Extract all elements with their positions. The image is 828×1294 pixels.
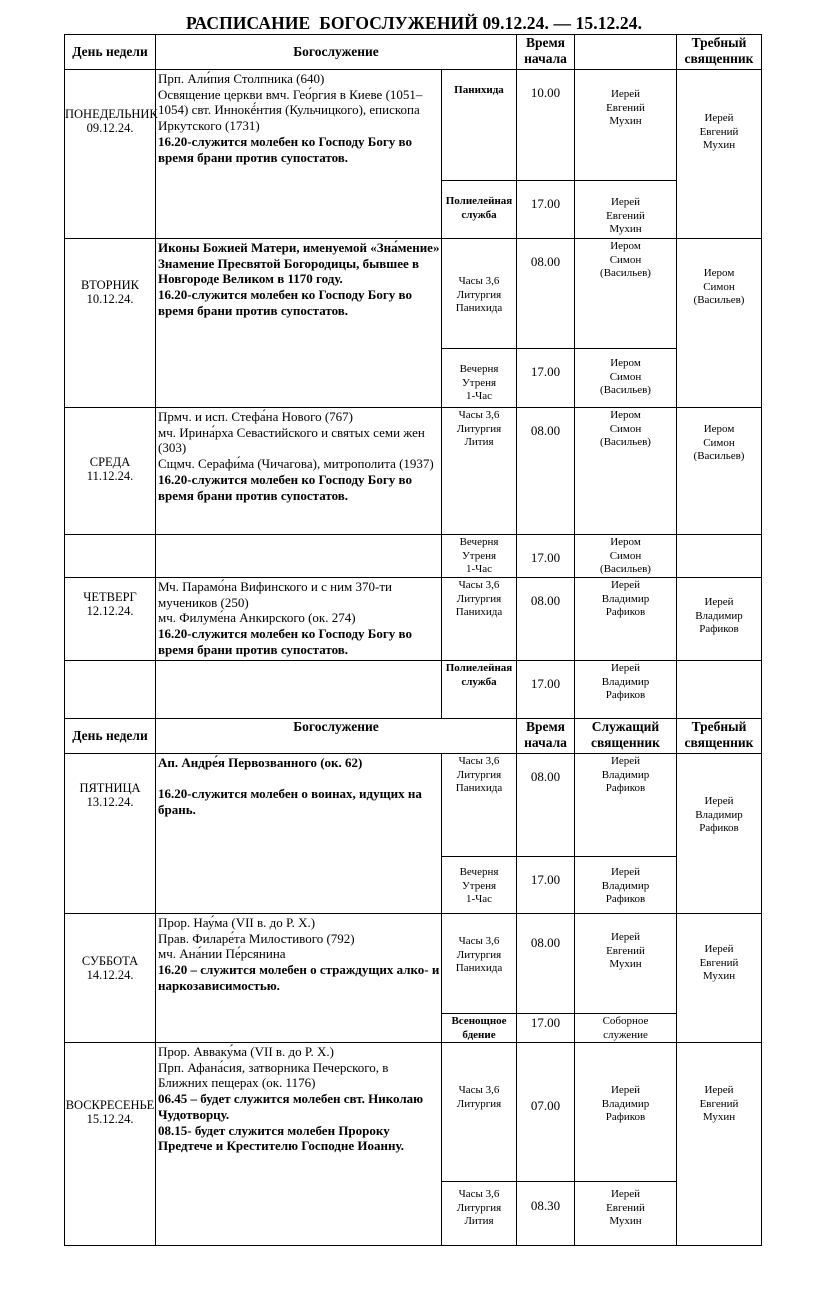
service-type-label: Часы 3,6 [458, 1084, 500, 1096]
feast-cell-sun [155, 1042, 442, 1246]
service-type-label: 1-Час [465, 563, 493, 575]
service-type-cell [441, 407, 517, 535]
feast-line: Прп. Афана́сия, затворника Печерского, в Ближних пещерах (ок. 1176) [158, 1059, 389, 1091]
required-priest-label: Иерей [704, 596, 734, 608]
service-type-label: Всенощное [451, 1015, 507, 1027]
service-time-cell [516, 660, 575, 719]
day-date: 10.12.24. [86, 292, 134, 306]
service-priest-label: Владимир [601, 675, 650, 688]
day-name: ПОНЕДЕЛЬНИК [65, 107, 158, 121]
service-priest-cell [574, 180, 677, 239]
header-service-cell [155, 718, 517, 754]
service-type-cell [441, 856, 517, 914]
header-day-cell [64, 34, 156, 70]
service-priest-cell [574, 856, 677, 914]
empty-cell [64, 534, 156, 578]
service-time: 08.30 [530, 1198, 561, 1213]
service-time-cell [516, 69, 575, 181]
service-time-cell [516, 180, 575, 239]
day-name: СРЕДА [89, 455, 131, 469]
day-name: ВОСКРЕСЕНЬЕ [65, 1098, 155, 1112]
service-time-cell [516, 348, 575, 408]
service-type-cell [441, 238, 517, 349]
required-priest-label: Мухин [702, 139, 736, 151]
service-time-cell [516, 577, 575, 661]
service-type-cell [441, 180, 517, 239]
service-time-cell [516, 753, 575, 857]
service-time-cell [516, 1181, 575, 1246]
required-priest-label: Евгений [699, 956, 739, 969]
service-priest-label: Симон [609, 253, 642, 266]
required-priest-label: Владимир [695, 808, 743, 821]
service-type-label: Полиелейная [445, 662, 513, 674]
service-type-label: Часы 3,6 [458, 1188, 500, 1200]
required-priest-label: Мухин [702, 970, 736, 982]
feast-bold-line: Иконы Божией Матери, именуемой «Зна́мение» [158, 240, 440, 255]
service-type-label: Утреня [461, 549, 497, 562]
service-priest-label: Симон [609, 370, 642, 383]
service-type-label: 1-Час [465, 390, 493, 402]
service-type-label: Панихида [455, 606, 503, 618]
service-priest-label: Иерей [610, 866, 641, 878]
day-cell-thu [64, 577, 156, 661]
feast-bold-line: 16.20-служится молебен о воинах, идущих на брань. [158, 786, 422, 818]
day-date: 11.12.24. [86, 469, 134, 483]
empty-cell [676, 534, 762, 578]
day-name: ВТОРНИК [80, 278, 139, 292]
service-priest-label: Иером [610, 409, 641, 421]
service-type-label: Литургия [456, 288, 502, 301]
day-date: 12.12.24. [86, 604, 134, 618]
service-time: 17.00 [530, 1015, 561, 1030]
service-priest-cell [574, 348, 677, 408]
empty-cell [155, 534, 442, 578]
service-type-label: 1-Час [465, 893, 493, 905]
required-priest-cell-sun [676, 1042, 762, 1246]
service-time: 08.00 [530, 935, 561, 950]
header-service-label: Богослужение [293, 719, 379, 734]
page-title: РАСПИСАНИЕ БОГОСЛУЖЕНИЙ 09.12.24. — 15.12.24. [185, 13, 643, 33]
service-type-label: Утреня [461, 879, 497, 892]
day-cell-tue [64, 238, 156, 408]
header-required-label: священник [684, 735, 754, 750]
service-priest-label: Иером [610, 536, 641, 548]
service-priest-label: Иерей [610, 755, 641, 767]
day-cell-mon [64, 69, 156, 239]
required-priest-label: Рафиков [699, 623, 739, 635]
header-required-label: священник [684, 51, 754, 66]
service-priest-cell [574, 1042, 677, 1182]
service-priest-cell [574, 577, 677, 661]
service-priest-label: (Васильев) [600, 267, 651, 279]
service-time-cell [516, 534, 575, 578]
feast-bold-line: Ап. Андре́я Первозванного (ок. 62) [158, 755, 363, 770]
service-type-cell [441, 753, 517, 857]
service-type-label: Часы 3,6 [458, 579, 500, 591]
feast-bold-line: 16.20-служится молебен ко Господу Богу во время брани против супостатов. [158, 471, 412, 503]
service-priest-label: Евгений [606, 1201, 645, 1214]
service-priest-label: Иерей [610, 579, 641, 591]
required-priest-cell-wed [676, 407, 762, 535]
service-type-label: Часы 3,6 [458, 755, 500, 767]
required-priest-label: Иерей [704, 943, 734, 955]
service-priest-label: Владимир [601, 592, 650, 605]
day-date: 09.12.24. [86, 121, 134, 135]
required-priest-label: Иерей [704, 1084, 734, 1096]
feast-bold-line: Знамение Пресвятой Богородицы, бывшее в Новгороде Великом в 1170 году. [158, 255, 420, 287]
service-type-label: Литургия [456, 1201, 502, 1214]
feast-bold-line: 16.20-служится молебен ко Господу Богу во время брани против супостатов. [158, 287, 412, 318]
service-time: 17.00 [530, 364, 561, 379]
required-priest-label: (Васильев) [693, 450, 745, 462]
feast-line: Прав. Филаре́та Милостивого (792) [158, 930, 355, 946]
service-type-label: Литургия [456, 422, 502, 435]
service-priest-label: служение [603, 1028, 648, 1041]
day-name: ЧЕТВЕРГ [83, 590, 137, 604]
required-priest-label: Рафиков [699, 822, 739, 834]
required-priest-cell-fri [676, 753, 762, 914]
header-time-cell [516, 718, 575, 754]
service-priest-label: Иером [610, 240, 641, 252]
service-priest-label: Евгений [606, 101, 645, 114]
header-priest-cell [574, 34, 677, 70]
service-priest-label: Иерей [610, 1188, 641, 1200]
service-type-label: Полиелейная [445, 195, 513, 207]
service-priest-label: Иерей [610, 88, 641, 100]
feast-line: мч. Ана́нии Пе́рсянина [158, 946, 286, 962]
service-time: 17.00 [530, 550, 561, 565]
service-priest-label: (Васильев) [600, 384, 651, 396]
header-priest-label: священник [591, 735, 660, 750]
service-priest-label: Соборное [602, 1015, 649, 1027]
service-priest-label: Иерей [610, 1084, 641, 1096]
day-date: 14.12.24. [86, 968, 134, 982]
empty-cell [676, 660, 762, 719]
service-priest-label: Мухин [609, 223, 642, 235]
service-time-cell [516, 238, 575, 349]
required-priest-cell-sat [676, 913, 762, 1043]
service-type-label: Литургия [456, 1097, 502, 1110]
service-time: 08.00 [530, 593, 561, 608]
service-priest-cell [574, 407, 677, 535]
header-time-label: начала [524, 51, 567, 66]
service-type-label: Панихида [455, 782, 503, 794]
required-priest-cell-mon [676, 69, 762, 239]
header-time-cell [516, 34, 575, 70]
service-time: 08.00 [530, 423, 561, 438]
service-priest-label: Рафиков [605, 689, 646, 701]
service-time-cell [516, 407, 575, 535]
required-priest-label: Симон [703, 280, 735, 293]
service-priest-label: Мухин [609, 115, 642, 127]
required-priest-label: Мухин [702, 1111, 736, 1123]
header-priest-cell [574, 718, 677, 754]
service-type-label: Лития [464, 436, 494, 448]
service-priest-label: Мухин [609, 958, 642, 970]
feast-line: Мч. Парамо́на Вифинского и с ним 370-ти мучеников (250) [158, 579, 392, 610]
header-time-label: начала [524, 735, 567, 750]
feast-cell-fri [155, 753, 442, 914]
service-type-label: Часы 3,6 [458, 935, 500, 947]
service-type-cell [441, 1013, 517, 1043]
service-time-cell [516, 913, 575, 1014]
service-time-cell [516, 1042, 575, 1182]
feast-line: Освящение церкви вмч. Гео́ргия в Киеве (1051–1054) свт. Иннокé́нтия (Кульчицкого), епископа Иркутского (1731) [158, 86, 423, 134]
day-cell-sun [64, 1042, 156, 1246]
required-priest-label: Иерей [704, 112, 734, 124]
service-priest-label: Владимир [601, 879, 650, 892]
day-name: СУББОТА [81, 954, 139, 968]
service-priest-label: Иерей [610, 196, 641, 208]
feast-cell-sat [155, 913, 442, 1043]
required-priest-label: Иерей [704, 795, 734, 807]
service-priest-label: Рафиков [605, 782, 646, 794]
service-priest-label: Иерей [610, 662, 641, 674]
service-type-label: Панихида [454, 84, 504, 96]
service-priest-label: Иерей [610, 931, 641, 943]
feast-line: Прор. Нау́ма (VII в. до Р. Х.) [158, 915, 316, 930]
service-type-cell [441, 1042, 517, 1182]
service-type-label: Литургия [456, 768, 502, 781]
empty-cell [155, 660, 442, 719]
service-priest-cell [574, 69, 677, 181]
service-type-label: Часы 3,6 [458, 275, 500, 287]
feast-bold-line: наркозависимостью. [158, 977, 280, 993]
service-type-cell [441, 69, 517, 181]
header-time-label: Время [525, 35, 565, 50]
feast-cell-mon [155, 69, 442, 239]
empty-cell [64, 660, 156, 719]
required-priest-label: Иером [703, 423, 735, 435]
service-type-label: Вечерня [459, 866, 499, 878]
service-priest-label: Симон [609, 549, 642, 562]
service-priest-label: Рафиков [605, 1111, 646, 1123]
service-priest-label: (Васильев) [600, 563, 651, 575]
required-priest-label: (Васильев) [693, 294, 745, 306]
service-priest-label: Рафиков [605, 893, 646, 905]
service-priest-cell [574, 534, 677, 578]
service-type-label: Вечерня [459, 363, 499, 375]
feast-bold-line: 16.20-служится молебен ко Господу Богу во время брани против супостатов. [158, 133, 412, 165]
required-priest-label: Иером [703, 267, 735, 279]
service-time: 17.00 [530, 676, 561, 691]
feast-line: Прор. Авваку́ма (VII в. до Р. Х.) [158, 1044, 334, 1059]
service-time: 08.00 [530, 769, 561, 784]
service-priest-label: Евгений [606, 944, 645, 957]
service-priest-cell [574, 753, 677, 857]
header-required-cell [676, 718, 762, 754]
required-priest-cell-thu [676, 577, 762, 661]
service-priest-cell [574, 913, 677, 1014]
service-type-label: Литургия [456, 948, 502, 961]
service-type-cell [441, 913, 517, 1014]
service-type-cell [441, 534, 517, 578]
service-priest-label: Симон [609, 422, 642, 435]
service-type-label: служба [461, 675, 497, 688]
service-type-label: Панихида [455, 962, 503, 974]
header-service-cell [155, 34, 517, 70]
day-date: 15.12.24. [86, 1112, 134, 1126]
header-required-label: Требный [691, 719, 747, 734]
required-priest-cell-tue [676, 238, 762, 408]
day-cell-wed [64, 407, 156, 535]
header-service-label: Богослужение [293, 44, 379, 59]
service-type-label: Панихида [455, 302, 503, 314]
service-priest-label: Рафиков [605, 606, 646, 618]
feast-line: мч. Ирина́рха Севастийского и святых семи жен (303) [158, 424, 425, 456]
day-name: ПЯТНИЦА [79, 781, 141, 795]
service-type-label: Литургия [456, 592, 502, 605]
service-priest-label: Владимир [601, 1097, 650, 1110]
service-type-label: служба [461, 208, 497, 221]
header-day-label: День недели [72, 728, 148, 743]
service-priest-label: Владимир [601, 768, 650, 781]
required-priest-label: Евгений [699, 1097, 739, 1110]
feast-bold-line: 16.20-служится молебен ко Господу Богу во время брани против супостатов. [158, 626, 412, 657]
header-required-label: Требный [691, 35, 747, 50]
required-priest-label: Евгений [699, 125, 739, 138]
feast-line: Прмч. и исп. Стефа́на Нового (767) [158, 409, 353, 424]
header-day-label: День недели [72, 44, 148, 59]
header-time-label: Время [525, 719, 565, 734]
feast-cell-thu [155, 577, 442, 661]
feast-line: Сщмч. Серафи́ма (Чичагова), митрополита (1937) [158, 456, 434, 472]
feast-bold-line: 06.45 – будет служится молебен свт. Николаю Чудотворцу. [158, 1091, 424, 1122]
service-priest-label: Евгений [606, 209, 645, 222]
service-time: 17.00 [530, 196, 561, 211]
service-time: 17.00 [530, 872, 561, 887]
service-type-label: Утреня [461, 376, 497, 389]
header-priest-label: Служащий [591, 719, 660, 734]
service-time: 10.00 [530, 85, 561, 100]
service-priest-cell [574, 1013, 677, 1043]
day-cell-fri [64, 753, 156, 914]
service-type-cell [441, 1181, 517, 1246]
service-priest-cell [574, 238, 677, 349]
service-priest-cell [574, 1181, 677, 1246]
service-time: 08.00 [530, 254, 561, 269]
day-date: 13.12.24. [86, 795, 134, 809]
service-time-cell [516, 1013, 575, 1043]
feast-bold-line: 16.20 – служится молебен о страждущих алко- и [158, 962, 440, 978]
feast-cell-tue [155, 238, 442, 408]
feast-line: мч. Филуме́на Анкирского (ок. 274) [158, 610, 356, 626]
header-day-cell [64, 718, 156, 754]
service-type-cell [441, 577, 517, 661]
service-type-label: Вечерня [459, 536, 499, 548]
feast-bold-line: 08.15- будет служится молебен Пророку Предтече и Крестителю Господне Иоанну. [158, 1122, 404, 1154]
service-priest-cell [574, 660, 677, 719]
header-required-cell [676, 34, 762, 70]
feast-line: Прп. Али́пия Столпника (640) [158, 71, 325, 86]
feast-cell-wed [155, 407, 442, 535]
service-type-label: бдение [462, 1028, 496, 1041]
service-type-label: Лития [464, 1215, 494, 1227]
required-priest-label: Симон [703, 436, 735, 449]
service-priest-label: Иером [610, 357, 641, 369]
service-time: 07.00 [530, 1098, 561, 1113]
service-type-cell [441, 348, 517, 408]
service-type-label: Часы 3,6 [458, 409, 500, 421]
service-type-cell [441, 660, 517, 719]
day-cell-sat [64, 913, 156, 1043]
service-priest-label: Мухин [609, 1215, 642, 1227]
service-time-cell [516, 856, 575, 914]
required-priest-label: Владимир [695, 609, 743, 622]
service-priest-label: (Васильев) [600, 436, 651, 448]
